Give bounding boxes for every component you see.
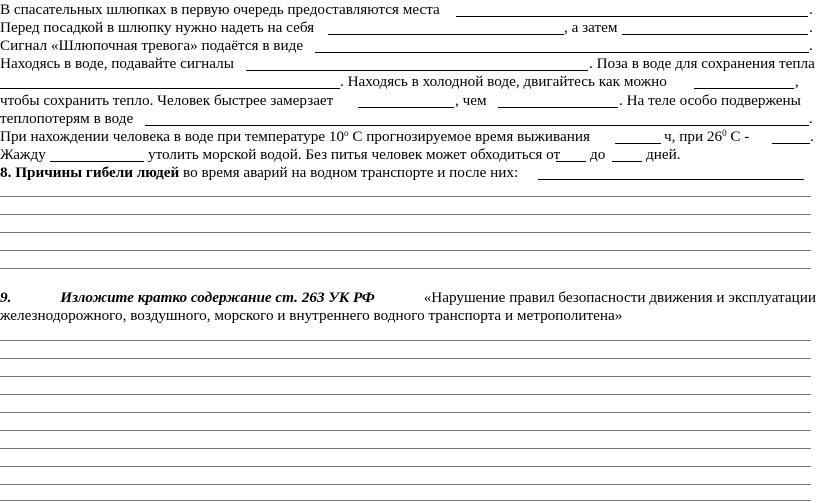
line6-text: чтобы сохранить тепло. Человек быстрее замерзает: [0, 92, 334, 109]
answer-line[interactable]: [0, 232, 811, 233]
question9-line2: железнодорожного, воздушного, морского и внутреннего водного транспорта и метрополитена»: [0, 307, 623, 324]
line6-text-b: , чем: [455, 92, 487, 109]
answer-line[interactable]: [0, 214, 811, 215]
line1-text: В спасательных шлюпках в первую очередь предоставляются места: [0, 1, 440, 18]
line5-end: ,: [795, 73, 799, 90]
answer-line[interactable]: [0, 340, 811, 341]
line4-text-b: . Поза в воде для сохранения тепла: [589, 55, 815, 72]
blank-line1[interactable]: [456, 16, 808, 17]
line9-text-d: дней.: [646, 146, 681, 163]
question8-number: 8.: [0, 164, 12, 181]
blank-line7[interactable]: [145, 125, 809, 126]
degree-sup-2: 0: [722, 128, 727, 138]
line7-end: .: [809, 110, 813, 127]
answer-line[interactable]: [0, 412, 811, 413]
line9-text-b: утолить морской водой. Без питья человек может обходиться от: [148, 146, 561, 163]
answer-line[interactable]: [0, 466, 811, 467]
blank-line6a[interactable]: [358, 107, 454, 108]
answer-line[interactable]: [0, 484, 811, 485]
blank-line2a[interactable]: [328, 34, 564, 35]
blank-question8[interactable]: [538, 179, 804, 180]
answer-line[interactable]: [0, 268, 811, 269]
question8-bold: Причины гибели людей: [15, 164, 180, 181]
line1-end: .: [809, 1, 813, 18]
question9-number: 9.: [0, 289, 12, 306]
line3-text: Сигнал «Шлюпочная тревога» подаётся в виде: [0, 37, 304, 54]
line2-text: Перед посадкой в шлюпку нужно надеть на себя: [0, 19, 315, 36]
line7-text: теплопотерям в воде: [0, 110, 134, 127]
line4-text: Находясь в воде, подавайте сигналы: [0, 55, 234, 72]
answer-line[interactable]: [0, 430, 811, 431]
line3-end: .: [809, 37, 813, 54]
answer-line[interactable]: [0, 394, 811, 395]
blank-line8a[interactable]: [615, 143, 661, 144]
line8-end: .: [810, 128, 814, 145]
blank-line9a[interactable]: [50, 161, 144, 162]
question9-heading: [0, 288, 816, 307]
line8-text-c: ч, при $26^0$ С -: [664, 128, 750, 145]
question9-rest: «Нарушение правил безопасности движения и эксплуатации: [423, 289, 816, 306]
question8-heading: [0, 163, 518, 182]
answer-line[interactable]: [0, 448, 811, 449]
blank-line8b[interactable]: [772, 143, 810, 144]
question8-rest: во время аварий на водном транспорте и после них:: [179, 164, 519, 181]
answer-line[interactable]: [0, 358, 811, 359]
line9-text: Жажду: [0, 146, 46, 163]
blank-line9c[interactable]: [612, 161, 642, 162]
blank-line2b[interactable]: [622, 34, 808, 35]
answer-line[interactable]: [0, 196, 811, 197]
blank-line9b[interactable]: [556, 161, 586, 162]
line5-text: . Находясь в холодной воде, двигайтесь как можно: [340, 73, 667, 90]
blank-line5a[interactable]: [0, 88, 340, 89]
answer-line[interactable]: [0, 250, 811, 251]
blank-line6b[interactable]: [498, 107, 618, 108]
blank-line5b[interactable]: [694, 88, 794, 89]
line2-text-b: , а затем: [564, 19, 618, 36]
line9-text-c: до: [590, 146, 606, 163]
blank-line4[interactable]: [246, 70, 588, 71]
line2-end: .: [809, 19, 813, 36]
line6-text-c: . На теле особо подвержены: [619, 92, 801, 109]
answer-line[interactable]: [0, 376, 811, 377]
answer-line[interactable]: [0, 500, 811, 501]
line8-text: При нахождении человека в воде при температуре $10^о$ С прогнозируемое время выживания: [0, 128, 590, 145]
question9-bold: Изложите кратко содержание ст. 263 УК РФ: [60, 289, 375, 306]
degree-sup-1: о: [344, 128, 349, 138]
blank-line3[interactable]: [315, 52, 809, 53]
